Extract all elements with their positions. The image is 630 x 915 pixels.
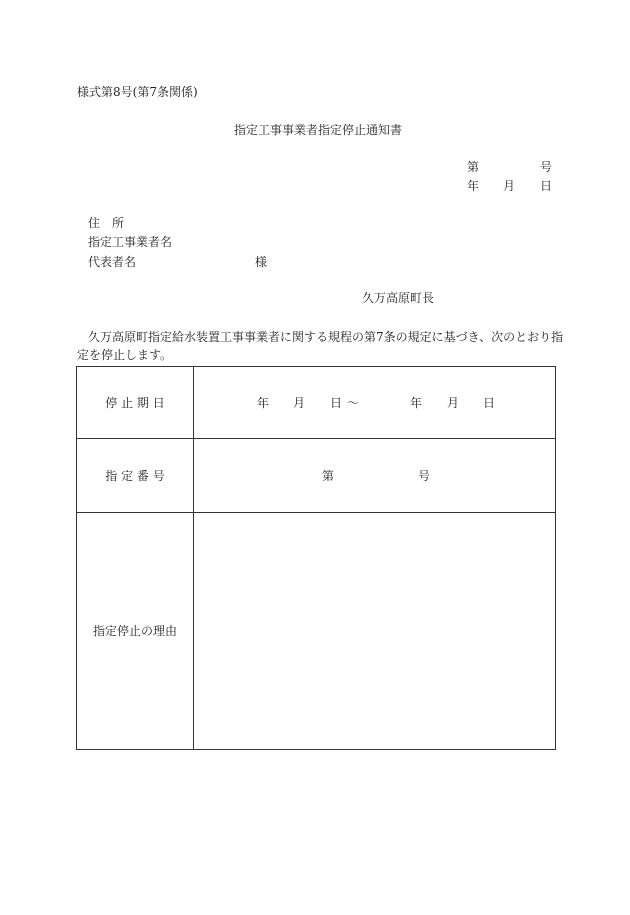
period-start-month: 月 — [293, 395, 306, 410]
table-row-designation-number — [77, 439, 555, 513]
body-line-1: 久万高原町指定給水装置工事事業者に関する規程の第7条の規定に基づき、次のとおり指 — [88, 330, 564, 344]
designation-number-label: 指 定 番 号 — [77, 439, 194, 512]
designation-number-suffix: 号 — [418, 468, 431, 483]
period-end-year: 年 — [410, 395, 423, 410]
period-label: 停 止 期 日 — [77, 367, 194, 438]
date-year: 年 — [467, 179, 480, 193]
period-end-day: 日 — [483, 395, 496, 410]
date-month: 月 — [503, 179, 516, 193]
designation-number-prefix: 第 — [322, 468, 335, 483]
issuer: 久万高原町長 — [362, 291, 435, 305]
honorific: 様 — [255, 255, 268, 269]
representative-label: 代表者名 — [88, 255, 137, 269]
date-day: 日 — [540, 179, 553, 193]
document-title: 指定工事事業者指定停止通知書 — [233, 123, 402, 137]
designation-number-value-cell — [194, 439, 555, 512]
period-start-year: 年 — [257, 395, 270, 410]
period-separator: ～ — [347, 395, 360, 410]
reason-value-cell — [194, 513, 555, 749]
table-row-period — [77, 367, 555, 439]
form-number: 様式第8号(第7条関係) — [77, 85, 198, 99]
period-start-day: 日 — [330, 395, 343, 410]
table-row-reason — [77, 513, 555, 749]
reason-label: 指定停止の理由 — [77, 513, 194, 749]
company-label: 指定工事業者名 — [88, 235, 173, 249]
address-label: 住 所 — [88, 216, 125, 230]
doc-number-suffix: 号 — [540, 160, 553, 174]
suspension-details-table — [76, 366, 556, 750]
doc-number-prefix: 第 — [467, 160, 480, 174]
body-line-2: 定を停止します。 — [77, 348, 173, 362]
period-end-month: 月 — [447, 395, 460, 410]
period-value-cell — [194, 367, 555, 438]
